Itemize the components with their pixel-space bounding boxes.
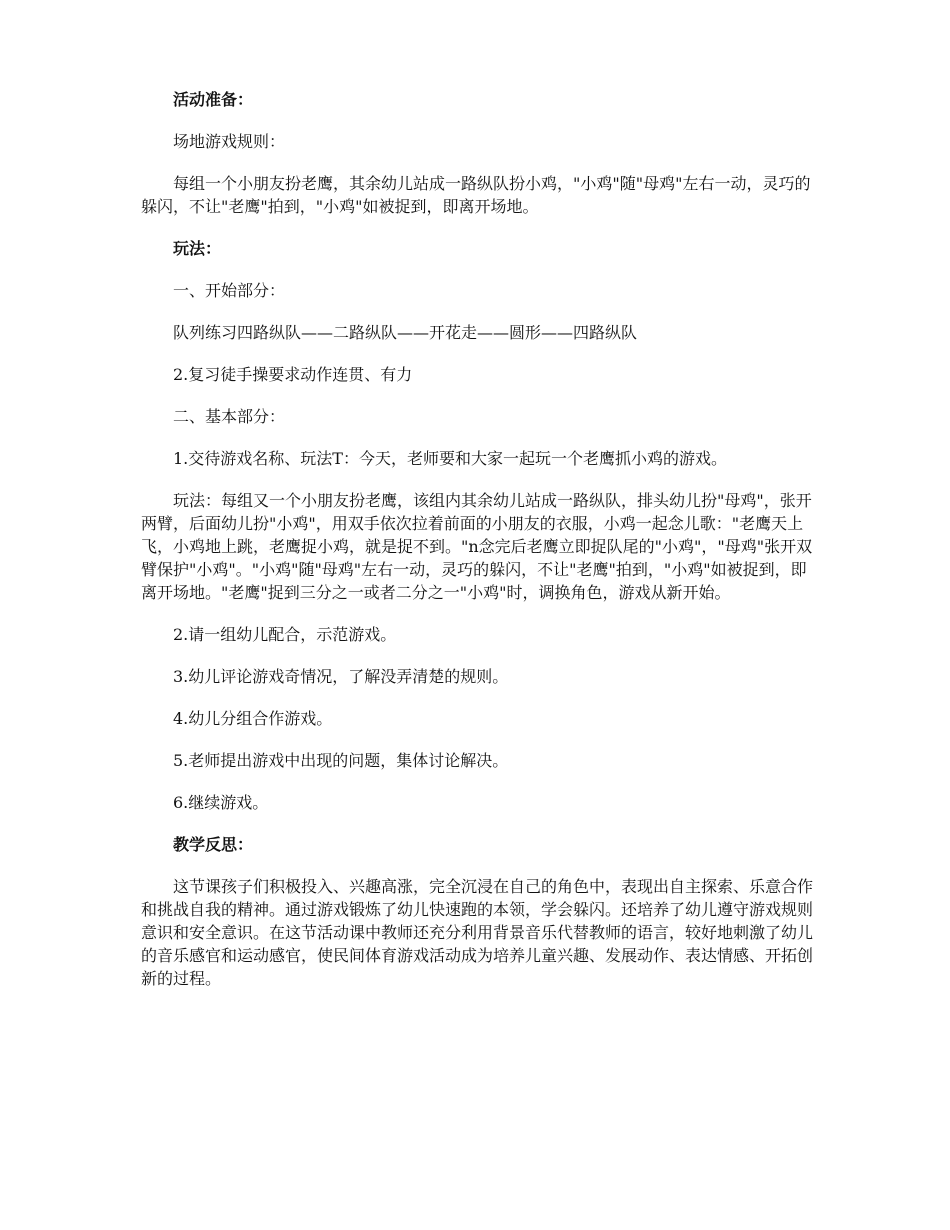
section-start-title: 一、开始部分： [173, 281, 286, 300]
section-basic-item-1: 1.交待游戏名称、玩法T：今天，老师要和大家一起玩一个老鹰抓小鸡的游戏。 [173, 449, 727, 468]
rules-paragraph: 每组一个小朋友扮老鹰，其余幼儿站成一路纵队扮小鸡，"小鸡"随"母鸡"左右一动，灵巧的躲闪，不让"老鹰"拍到，"小鸡"如被捉到，即离开场地。 [141, 174, 811, 216]
rules-label: 场地游戏规则： [173, 132, 286, 151]
heading-reflection: 教学反思： [173, 835, 254, 854]
heading-gameplay: 玩法： [173, 239, 222, 258]
reflection-paragraph: 这节课孩子们积极投入、兴趣高涨，完全沉浸在自己的角色中，表现出自主探索、乐意合作和挑战自我的精神。通过游戏锻炼了幼儿快速跑的本领，学会躲闪。还培养了幼儿遵守游戏规则意识和安全意识。在这节活动课中教师还充分利用背景音乐代替教师的语言，较好地刺激了幼儿的音乐感官和运动感官，使民间体育游戏活动成为培养儿童兴趣、发展动作、表达情感、开拓创新的过程。 [141, 877, 814, 988]
document-page [141, 88, 813, 1009]
section-basic-item-2: 2.请一组幼儿配合，示范游戏。 [173, 625, 397, 644]
gameplay-paragraph: 玩法：每组又一个小朋友扮老鹰，该组内其余幼儿站成一路纵队，排头幼儿扮"母鸡"，张开两臂，后面幼儿扮"小鸡"，用双手依次拉着前面的小朋友的衣服，小鸡一起念儿歌："老鹰天上飞，小鸡地上跳，老鹰捉小鸡，就是捉不到。"n念完后老鹰立即捉队尾的"小鸡"，"母鸡"张开双臂保护"小鸡"。"小鸡"随"母鸡"左右一动，灵巧的躲闪，不让"老鹰"拍到，"小鸡"如被捉到，即离开场地。"老鹰"捉到三分之一或者二分之一"小鸡"时，调换角色，游戏从新开始。 [141, 491, 813, 602]
section-basic-item-6: 6.继续游戏。 [173, 793, 269, 812]
section-start-item-2: 2.复习徒手操要求动作连贯、有力 [173, 365, 413, 384]
section-basic-item-4: 4.幼儿分组合作游戏。 [173, 709, 333, 728]
section-start-item-1: 队列练习四路纵队——二路纵队——开花走——圆形——四路纵队 [173, 323, 638, 342]
section-basic-item-5: 5.老师提出游戏中出现的问题，集体讨论解决。 [173, 751, 509, 770]
section-basic-title: 二、基本部分： [173, 407, 286, 426]
heading-activity-prep: 活动准备： [173, 90, 254, 109]
section-basic-item-3: 3.幼儿评论游戏奇情况，了解没弄清楚的规则。 [173, 667, 509, 686]
